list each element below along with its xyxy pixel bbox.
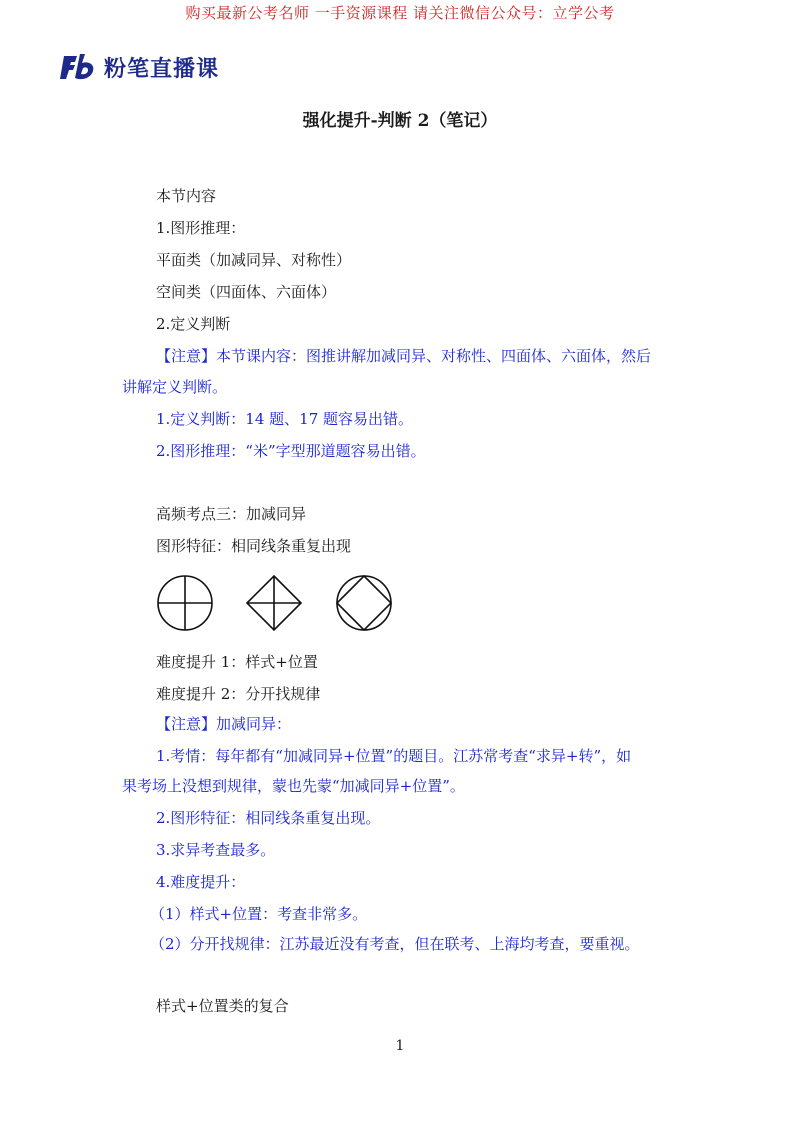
note-line: 1.定义判断：14 题、17 题容易出错。 <box>156 410 414 428</box>
note-line: （2）分开找规律：江苏最近没有考查，但在联考、上海均考查，要重视。 <box>150 935 640 953</box>
text-line: 难度提升 2：分开找规律 <box>156 685 321 703</box>
watermark-text: 购买最新公考名师 一手资源课程 请关注微信公众号：立学公考 <box>185 4 615 22</box>
logo <box>58 52 219 82</box>
circle-diamond-icon <box>337 576 391 630</box>
note-line: 4.难度提升： <box>156 873 246 891</box>
note-line: 2.图形推理：“米”字型那道题容易出错。 <box>156 442 426 460</box>
example-figures <box>154 572 400 634</box>
note-line: 1.考情：每年都有“加减同异+位置”的题目。江苏常考查“求异+转”，如 <box>156 747 632 765</box>
text-line: 1.图形推理： <box>156 219 246 237</box>
note-line: 【注意】加减同异： <box>156 715 292 733</box>
diamond-cross-icon <box>247 576 301 630</box>
fb-logo-icon <box>58 52 98 82</box>
note-line: 果考场上没想到规律，蒙也先蒙“加减同异+位置”。 <box>122 777 465 795</box>
document-title: 强化提升-判断 2（笔记） <box>302 111 498 131</box>
section-heading: 样式+位置类的复合 <box>156 997 289 1015</box>
section-heading: 本节内容 <box>156 187 217 205</box>
text-line: 空间类（四面体、六面体） <box>156 283 337 301</box>
note-line: 3.求异考查最多。 <box>156 841 276 859</box>
text-line: 平面类（加减同异、对称性） <box>156 251 352 269</box>
note-line: 讲解定义判断。 <box>122 378 228 396</box>
circle-cross-icon <box>158 576 212 630</box>
text-line: 2.定义判断 <box>156 315 231 333</box>
page-number: 1 <box>395 1038 405 1054</box>
note-line: 【注意】本节课内容：图推讲解加减同异、对称性、四面体、六面体，然后 <box>156 347 652 365</box>
section-heading: 高频考点三：加减同异 <box>156 505 307 523</box>
note-line: 2.图形特征：相同线条重复出现。 <box>156 809 381 827</box>
text-line: 图形特征：相同线条重复出现 <box>156 537 352 555</box>
note-line: （1）样式+位置：考查非常多。 <box>150 905 368 923</box>
logo-text: 粉笔直播课 <box>104 56 220 82</box>
text-line: 难度提升 1：样式+位置 <box>156 653 318 671</box>
